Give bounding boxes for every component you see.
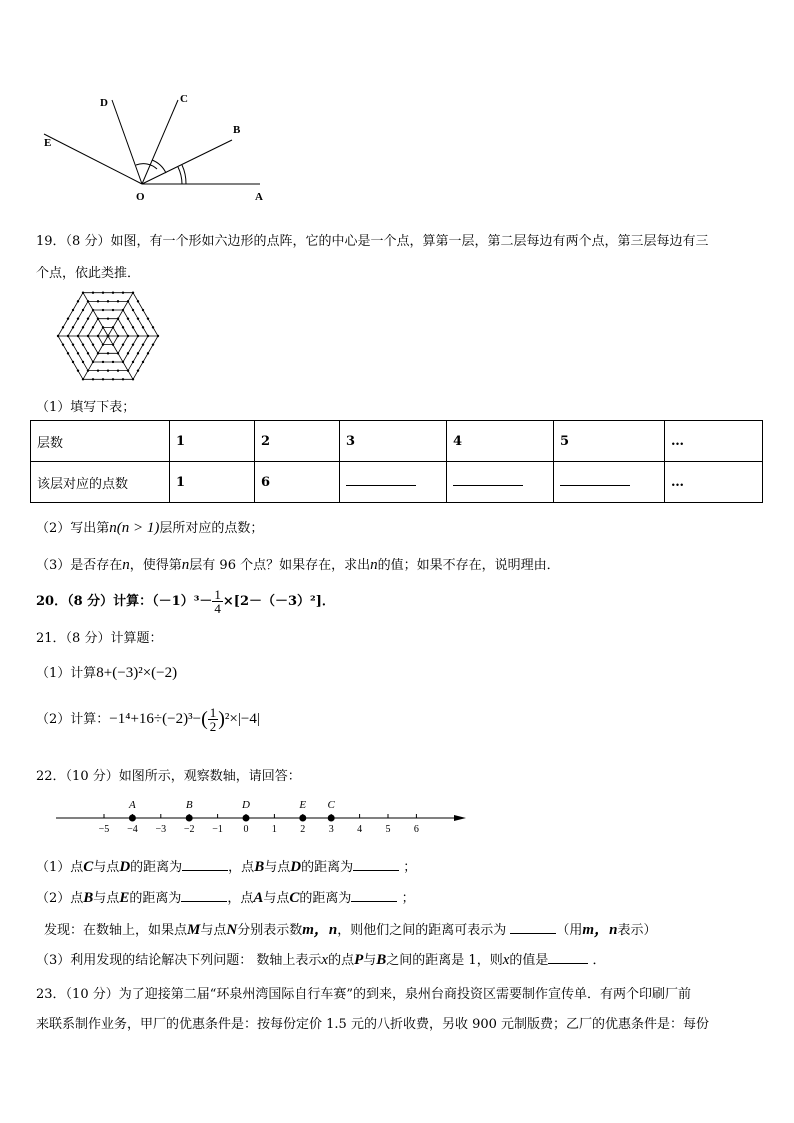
lattice-dot: [102, 326, 104, 328]
lattice-dot: [132, 291, 134, 293]
q20-suffix: ×[2－（－3）²]．: [222, 594, 335, 609]
lattice-dot: [142, 309, 144, 311]
lattice-dot: [147, 335, 149, 337]
lattice-dot: [82, 378, 84, 380]
lattice-dot: [97, 300, 99, 302]
q21-part1: [36, 662, 177, 682]
q22-title: 22．（10 分）如图所示，观察数轴，请回答：: [36, 769, 301, 784]
lattice-dot: [87, 335, 89, 337]
q19-part2-condition: n(n > 1): [109, 520, 160, 536]
lattice-dot: [122, 378, 124, 380]
q21-part2: （2）计算：−1⁴+16÷(−2)³−( $\frac{1}{2}$ )²×|−4|: [36, 705, 260, 734]
lattice-dot: [127, 369, 129, 371]
axis-tick-label: −3: [155, 824, 167, 835]
q21-p2-fraction: [208, 706, 219, 733]
lattice-dot: [67, 317, 69, 319]
axis-tick-label: −4: [127, 824, 138, 835]
lattice-dot: [127, 335, 129, 337]
axis-tick-label: 1: [271, 824, 277, 835]
hexagon-spoke: [108, 293, 133, 336]
lattice-dot: [92, 291, 94, 293]
answer-blank[interactable]: [353, 860, 399, 871]
q23-line1: 23．（10 分）为了迎接第二届“环泉州湾国际自行车赛”的到来，泉州台商投资区需要制作宣传单．有两个印刷厂前: [36, 987, 692, 1002]
lattice-dot: [127, 352, 129, 354]
lattice-dot: [122, 326, 124, 328]
lattice-dot: [147, 352, 149, 354]
answer-blank[interactable]: [351, 891, 397, 902]
axis-tick-label: −2: [183, 824, 195, 835]
axis-point-A: [129, 815, 136, 822]
lattice-dot: [122, 361, 124, 363]
lattice-dot: [57, 335, 59, 337]
q22-part1: （1）点C与点D的距离为 ，点B与点D的距离为 ；: [36, 859, 417, 875]
lattice-dot: [92, 343, 94, 345]
q21-p1-label: （1）计算: [36, 666, 97, 681]
lattice-dot: [127, 300, 129, 302]
answer-blank[interactable]: [181, 891, 227, 902]
axis-point-C: [328, 815, 335, 822]
axis-tick-label: 5: [385, 824, 391, 835]
lattice-dot: [82, 291, 84, 293]
q20-fraction: [212, 588, 223, 615]
q21-p2-frac-num: 1: [209, 705, 217, 720]
axis-tick-label: 2: [300, 824, 306, 835]
lattice-dot: [132, 361, 134, 363]
levels-table: [30, 420, 763, 503]
lattice-dot: [62, 343, 64, 345]
lattice-dot: [112, 343, 114, 345]
lattice-dot: [72, 326, 74, 328]
axis-tick-label: 6: [413, 824, 419, 835]
lattice-dot: [127, 317, 129, 319]
table-cell: 该层对应的点数: [31, 462, 170, 503]
answer-blank[interactable]: [548, 953, 588, 964]
axis-tick-label: 3: [328, 824, 334, 835]
lattice-dot: [92, 361, 94, 363]
label-C: C: [180, 93, 188, 105]
table-cell-blank[interactable]: [447, 462, 554, 503]
table-cell: 1: [170, 421, 255, 462]
q20-prefix: 20．（8 分）计算：（－1）³－: [36, 594, 213, 609]
q22-discovery: 发现：在数轴上，如果点M与点N分别表示数m，n，则他们之间的距离可表示为 （用m，n表示）: [44, 922, 657, 938]
lattice-dot: [132, 326, 134, 328]
lattice-dot: [87, 369, 89, 371]
table-cell: …: [665, 462, 763, 503]
lattice-dot: [112, 361, 114, 363]
lattice-dot: [132, 343, 134, 345]
lattice-dot: [137, 300, 139, 302]
q19-stem-line1: 19．（8 分）如图，有一个形如六边形的点阵，它的中心是一个点，算第一层，第二层每边有两个点，第三层每边有三: [36, 234, 709, 249]
lattice-dot: [107, 352, 109, 354]
axis-point-D: [243, 815, 250, 822]
lattice-dot: [97, 369, 99, 371]
axis-point-label: C: [327, 799, 335, 811]
q19-part2: [36, 517, 263, 537]
table-cell: 5: [554, 421, 665, 462]
table-cell: 4: [447, 421, 554, 462]
lattice-dot: [157, 335, 159, 337]
q19-part3-text: 的值；如果不存在，说明理由．: [377, 558, 560, 573]
lattice-dot: [72, 343, 74, 345]
lattice-dot: [122, 291, 124, 293]
q21-title: 21．（8 分）计算题：: [36, 631, 163, 646]
lattice-dot: [142, 361, 144, 363]
label-O: O: [136, 191, 145, 203]
lattice-dot: [137, 335, 139, 337]
lattice-dot: [142, 343, 144, 345]
lattice-dot: [117, 300, 119, 302]
var-n: n: [181, 557, 190, 573]
lattice-dot-center: [107, 335, 110, 338]
hexagon-spoke: [108, 336, 133, 379]
q22-part2: （2）点B与点E的距离为 ，点A与点C的距离为 ；: [36, 890, 415, 906]
q21-p2-frac-den: 2: [209, 719, 217, 734]
lattice-dot: [97, 317, 99, 319]
hexagon-dot-lattice: [48, 285, 168, 387]
lattice-dot: [97, 335, 99, 337]
label-D: D: [100, 97, 108, 109]
table-cell: 2: [255, 421, 340, 462]
lattice-dot: [87, 352, 89, 354]
lattice-dot: [102, 291, 104, 293]
lattice-dot: [152, 343, 154, 345]
var-n: n: [370, 557, 378, 573]
lattice-dot: [102, 309, 104, 311]
q19-stem-line2: 个点，依此类推．: [36, 266, 141, 281]
lattice-dot: [72, 361, 74, 363]
lattice-dot: [117, 369, 119, 371]
lattice-dot: [82, 326, 84, 328]
lattice-dot: [152, 326, 154, 328]
table-row: [31, 421, 763, 462]
number-line: [56, 790, 468, 840]
q23-line2: 来联系制作业务，甲厂的优惠条件是：按每份定价 1.5 元的八折收费，另收 900 元制版费；乙厂的优惠条件是：每份: [36, 1017, 710, 1032]
lattice-dot: [112, 326, 114, 328]
table-cell: 1: [170, 462, 255, 503]
lattice-dot: [112, 291, 114, 293]
lattice-dot: [117, 335, 119, 337]
table-cell: …: [665, 421, 763, 462]
label-B: B: [233, 124, 241, 136]
lattice-dot: [77, 300, 79, 302]
axis-tick-label: −5: [98, 824, 110, 835]
axis-point-label: A: [129, 799, 136, 811]
lattice-dot: [107, 369, 109, 371]
lattice-dot: [92, 378, 94, 380]
hexagon-spoke: [83, 336, 108, 379]
lattice-dot: [77, 369, 79, 371]
lattice-dot: [102, 378, 104, 380]
axis-tick-label: 0: [243, 824, 249, 835]
lattice-dot: [122, 309, 124, 311]
lattice-dot: [92, 309, 94, 311]
lattice-dot: [122, 343, 124, 345]
lattice-dot: [87, 317, 89, 319]
q21-p2-label: （2）计算：: [36, 712, 110, 727]
hexagon-spoke: [83, 293, 108, 336]
q22-part3: （3）利用发现的结论解决下列问题： 数轴上表示x的点P与B之间的距离是 1，则x的值是 ．: [36, 952, 606, 968]
lattice-dot: [77, 352, 79, 354]
q19-part2-text-end: 层所对应的点数；: [159, 521, 264, 536]
lattice-dot: [112, 378, 114, 380]
axis-point-E: [299, 815, 306, 822]
label-A: A: [255, 191, 263, 203]
q19-part1: （1）填写下表；: [36, 400, 136, 415]
lattice-dot: [87, 300, 89, 302]
lattice-dot: [67, 352, 69, 354]
lattice-dot: [137, 369, 139, 371]
answer-blank[interactable]: [510, 923, 556, 934]
lattice-dot: [147, 317, 149, 319]
lattice-dot: [62, 326, 64, 328]
q19-part3-text: （3）是否存在: [36, 558, 123, 573]
axis-tick-label: 4: [357, 824, 363, 835]
q21-p2-expr-end: ²×|−4|: [224, 711, 260, 727]
table-cell: 层数: [31, 421, 170, 462]
lattice-dot: [137, 317, 139, 319]
lattice-dot: [102, 343, 104, 345]
q19-part3-text: 层有 96 个点？如果存在，求出: [189, 558, 371, 573]
axis-point-label: E: [299, 799, 307, 811]
angle-figure: [30, 88, 280, 208]
q19-part3: [36, 554, 560, 574]
lattice-dot: [82, 343, 84, 345]
q19-part3-text: ，使得第: [129, 558, 182, 573]
q20: [36, 588, 335, 615]
lattice-dot: [72, 309, 74, 311]
lattice-dot: [137, 352, 139, 354]
lattice-dot: [107, 300, 109, 302]
table-cell-blank[interactable]: [554, 462, 665, 503]
lattice-dot: [107, 317, 109, 319]
lattice-dot: [77, 317, 79, 319]
axis-tick-label: −1: [212, 824, 223, 835]
label-E: E: [44, 137, 52, 149]
lattice-dot: [112, 309, 114, 311]
table-cell: 3: [340, 421, 447, 462]
lattice-dot: [102, 361, 104, 363]
q21-p1-expr: 8+(−3)²×(−2): [96, 665, 178, 681]
axis-point-label: D: [242, 799, 250, 811]
lattice-dot: [142, 326, 144, 328]
lattice-dot: [82, 309, 84, 311]
lattice-dot: [97, 352, 99, 354]
q20-frac-num: 1: [214, 587, 221, 602]
q20-frac-den: 4: [214, 601, 221, 616]
q21-p2-expr: −1⁴+16÷(−2)³−: [109, 711, 202, 727]
lattice-dot: [77, 335, 79, 337]
lattice-dot: [132, 309, 134, 311]
q19-part2-text: （2）写出第: [36, 521, 110, 536]
axis-point-label: B: [185, 799, 193, 811]
answer-blank[interactable]: [182, 860, 228, 871]
lattice-dot: [82, 361, 84, 363]
lattice-dot: [92, 326, 94, 328]
lattice-dot: [67, 335, 69, 337]
table-cell: 6: [255, 462, 340, 503]
var-n: n: [122, 557, 130, 573]
lattice-dot: [132, 378, 134, 380]
axis-point-B: [186, 815, 193, 822]
lattice-dot: [117, 352, 119, 354]
table-cell-blank[interactable]: [340, 462, 447, 503]
lattice-dot: [117, 317, 119, 319]
table-row: [31, 462, 763, 503]
